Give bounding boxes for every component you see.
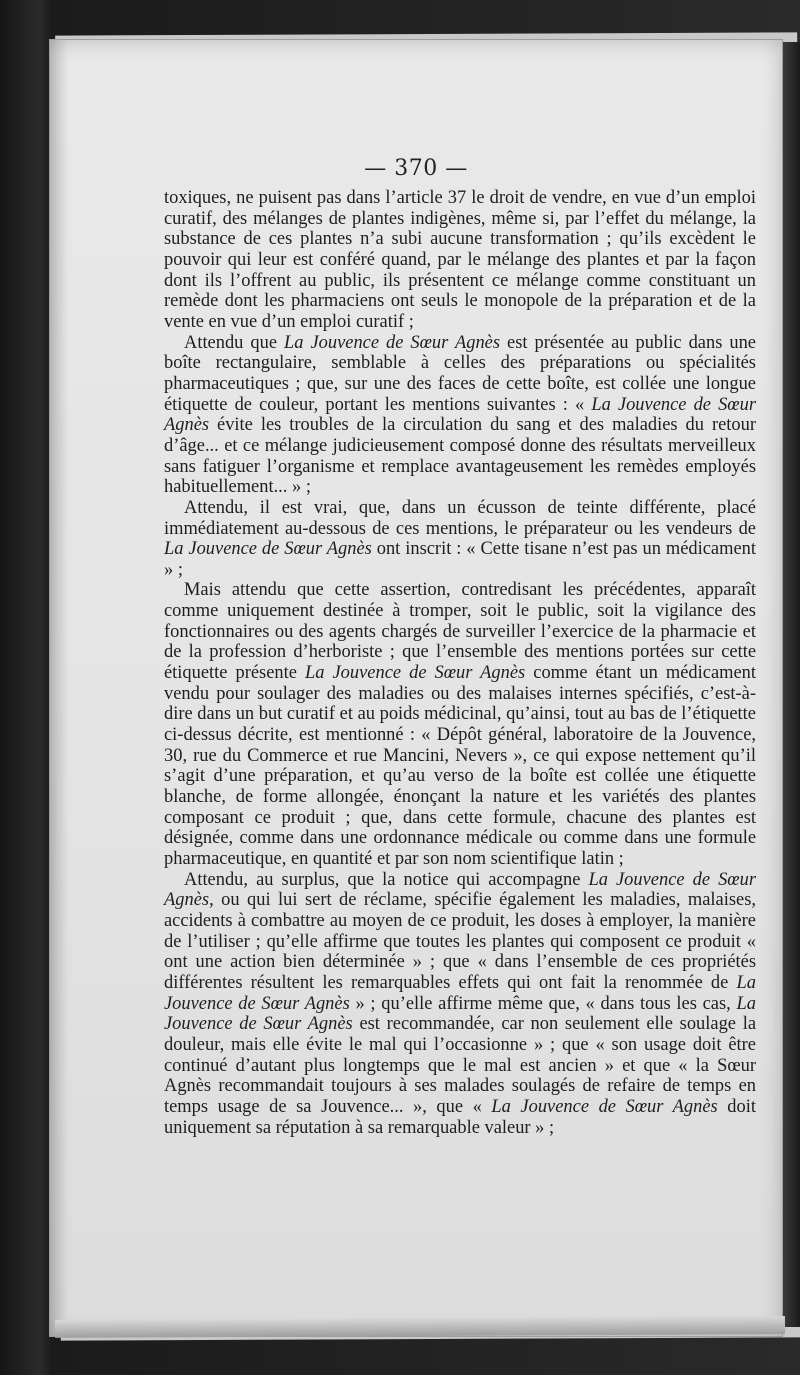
paragraph-5-text: , ou qui lui sert de réclame, spécifie également les maladies, malaises, accidents à combattre au moyen de ce produit, les doses à employer, la manière de l’utiliser ; qu’elle affirme que toutes les plantes qui composent ce produit « ont une action bien déterminée » ; que « dans l’ensemble de ces propriétés différentes résultent les remarquables effets qui ont fait la renommée de xyxy=(164,889,756,992)
paragraph-4 xyxy=(164,579,756,868)
product-name: La Jouvence de Sœur Agnès xyxy=(164,393,757,435)
paragraph-3-text: ont inscrit : « Cette tisane n’est pas un médicament » ; xyxy=(164,538,756,579)
page-number: — 370 — xyxy=(364,156,468,181)
product-name: La Jouvence de Sœur Agnès xyxy=(164,992,756,1034)
paragraph-5-text: » ; qu’elle affirme même que, « dans tous les cas, xyxy=(349,992,737,1013)
paragraph-1 xyxy=(164,187,756,332)
book-page xyxy=(50,40,782,1336)
product-name: La Jouvence de Sœur Agnès xyxy=(164,971,756,1013)
paragraph-5-text: Attendu, au surplus, que la notice qui accompagne xyxy=(184,868,589,889)
paragraph-2-text: est présentée au public dans une boîte rectangulaire, semblable à celles des préparations ou spécialités pharmaceutiques ; que, sur une des faces de cette boîte, est collée une longue étiquette de couleur, portant les mentions suivantes : « xyxy=(164,331,756,414)
paragraph-2-text: évite les troubles de la circulation du sang et des maladies du retour d’âge... et ce mélange judicieusement composé donne des résultats merveilleux sans fatiguer l’organisme et remplace avantageusement les remèdes employés habituellement... » ; xyxy=(164,414,756,497)
paragraph-2-text: Attendu que xyxy=(184,331,284,352)
paragraph-5-text: est recommandée, car non seulement elle soulage la douleur, mais elle évite le mal qui l’occasionne » ; que « son usage doit être continué d’autant plus longtemps que le mal est ancien » et que « la Sœur Agnès recommandait toujours à ses malades soulagés de refaire de temps en temps usage de sa Jouvence... », que « xyxy=(164,1013,756,1116)
paragraph-5 xyxy=(164,869,756,1138)
body-text xyxy=(164,187,756,1137)
paragraph-3-text: Attendu, il est vrai, que, dans un écusson de teinte différente, placé immédiatement au-dessous de ces mentions, le préparateur ou les vendeurs de xyxy=(164,496,756,538)
product-name: La Jouvence de Sœur Agnès xyxy=(164,868,756,910)
product-name: La Jouvence de Sœur Agnès xyxy=(491,1095,718,1116)
product-name: La Jouvence de Sœur Agnès xyxy=(284,331,501,352)
page-bottom-edge xyxy=(55,1316,785,1338)
product-name: La Jouvence de Sœur Agnès xyxy=(304,662,526,683)
paragraph-4-text: comme étant un médicament vendu pour soulager des maladies ou des malaises internes spécifiés, c’est-à-dire dans un but curatif et au poids médicinal, qu’ainsi, tout au bas de l’étiquette ci-dessus décrite, est mentionné : « Dépôt général, laboratoire de la Jouvence, 30, rue du Commerce et rue Mancini, Nevers », ce qui expose nettement qu’il s’agit d’une préparation, et qu’au verso de la boîte est collée une étiquette blanche, de forme allongée, énonçant la nature et les variétés des plantes composant ce produit ; que, dans cette formule, chacune des plantes est désignée, comme dans une ordonnance médicale ou comme dans une formule pharmaceutique, en quantité et par son nom scientifique latin ; xyxy=(164,662,756,868)
book-edge-shadow xyxy=(782,42,800,1327)
paragraph-2 xyxy=(164,332,756,497)
product-name: La Jouvence de Sœur Agnès xyxy=(164,538,372,559)
paragraph-1-text: toxiques, ne puisent pas dans l’article 37 le droit de vendre, en vue d’un emploi curatif, des mélanges de plantes indigènes, même si, par l’effet du mélange, la substance de ces plantes n’a subi aucune transformation ; qu’ils excèdent le pouvoir qui leur est conféré quand, par le mélange des plantes et par la façon dont ils l’offrent au public, ils présentent ce mélange comme constituant un remède dont les pharmaciens ont seuls le monopole de la préparation et de la vente en vue d’un emploi curatif ; xyxy=(164,187,756,331)
paragraph-5-text: doit uniquement sa réputation à sa remarquable valeur » ; xyxy=(164,1095,756,1137)
paragraph-3 xyxy=(164,497,756,580)
paragraph-4-text: Mais attendu que cette assertion, contredisant les précédentes, apparaît comme uniquement destinée à tromper, soit le public, soit la vigilance des fonctionnaires ou des agents chargés de surveiller l’exercice de la pharmacie et de la profession d’herboriste ; que l’ensemble des mentions portées sur cette étiquette présente xyxy=(164,579,756,683)
